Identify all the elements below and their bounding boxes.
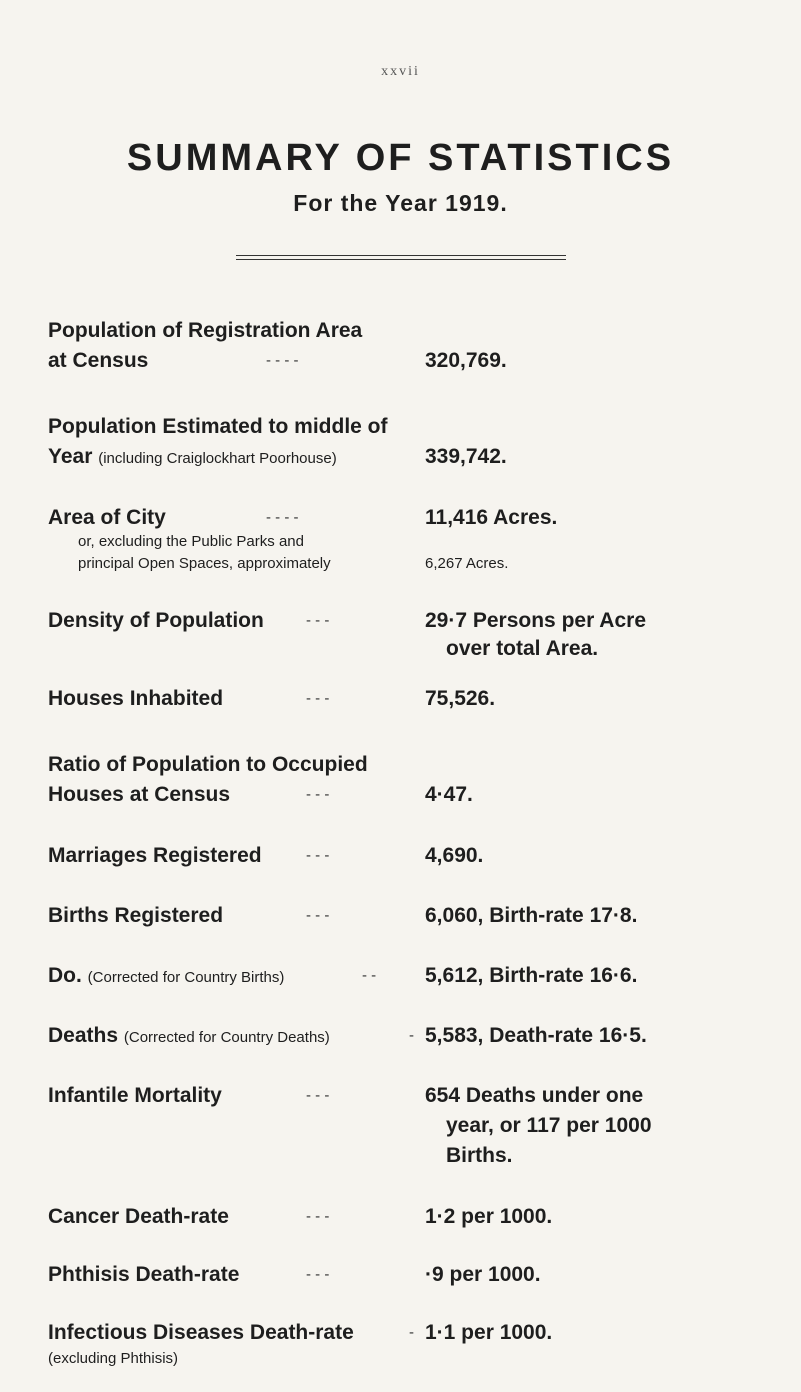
entry-value: 654 Deaths under one <box>425 1084 644 1107</box>
entry-label: Population of Registration Area <box>48 319 363 342</box>
double-rule-bottom <box>236 259 566 260</box>
entry-value: 6,060, Birth-rate 17·8. <box>425 904 638 927</box>
entry-label-note: (Corrected for Country Deaths) <box>123 1029 330 1046</box>
leader-dashes: - - - <box>306 1266 330 1283</box>
entry-note: principal Open Spaces, approximately <box>78 555 331 572</box>
entry-label <box>48 963 284 991</box>
double-rule-top <box>236 255 566 256</box>
entry-label-main: Deaths <box>48 1024 119 1047</box>
entry-label: Marriages Registered <box>48 844 262 867</box>
entry-label: Cancer Death-rate <box>48 1205 229 1228</box>
page-title: SUMMARY OF STATISTICS <box>126 137 675 179</box>
entry-value: 339,742. <box>425 445 507 468</box>
entry-value-continued: over total Area. <box>446 637 599 660</box>
entry-note-value: 6,267 Acres. <box>425 555 509 572</box>
leader-dashes: - - - <box>306 1087 330 1104</box>
leader-dashes: - - - <box>306 690 330 707</box>
leader-dashes: - <box>409 1324 414 1341</box>
leader-dashes: - - - <box>306 612 330 629</box>
entry-value: 11,416 Acres. <box>425 506 558 529</box>
entry-label-main: Do. <box>48 964 82 987</box>
entry-label-note: (Corrected for Country Births) <box>87 969 285 986</box>
entry-label: Phthisis Death-rate <box>48 1263 240 1286</box>
page-number: xxvii <box>381 64 420 79</box>
entry-value: 1·2 per 1000. <box>425 1205 553 1228</box>
entry-label: Ratio of Population to Occupied <box>48 753 368 776</box>
entry-label: at Census <box>48 349 149 372</box>
leader-dashes: - <box>409 1027 414 1044</box>
entry-label-main: Year <box>48 445 93 468</box>
entry-label: Population Estimated to middle of <box>48 415 388 438</box>
entry-value: 5,612, Birth-rate 16·6. <box>425 964 638 987</box>
entry-label: Infectious Diseases Death-rate <box>48 1321 354 1344</box>
leader-dashes: - - <box>362 967 377 984</box>
entry-label: Houses at Census <box>48 783 231 806</box>
entry-value: 320,769. <box>425 349 507 372</box>
leader-dashes: - - - <box>306 847 330 864</box>
entry-label: Density of Population <box>48 609 264 632</box>
entry-label: Infantile Mortality <box>48 1084 222 1107</box>
entry-note: or, excluding the Public Parks and <box>78 533 304 550</box>
entry-label: Houses Inhabited <box>48 687 224 710</box>
entry-label-note: (including Craiglockhart Poorhouse) <box>98 450 337 467</box>
entry-value: ·9 per 1000. <box>425 1263 541 1286</box>
leader-dashes: - - - <box>306 786 330 803</box>
entry-value-continued: Births. <box>446 1144 513 1167</box>
entry-value: 29·7 Persons per Acre <box>425 609 647 632</box>
leader-dashes: - - - <box>306 907 330 924</box>
leader-dashes: - - - - <box>266 352 299 369</box>
entry-label: Area of City <box>48 506 166 529</box>
entry-value: 4·47. <box>425 783 473 806</box>
page-subtitle: For the Year 1919. <box>293 190 508 216</box>
entry-value: 5,583, Death-rate 16·5. <box>425 1024 647 1047</box>
leader-dashes: - - - - <box>266 509 299 526</box>
entry-value: 1·1 per 1000. <box>425 1321 553 1344</box>
leader-dashes: - - - <box>306 1208 330 1225</box>
entry-value-continued: year, or 117 per 1000 <box>446 1114 652 1137</box>
entry-label <box>48 444 337 472</box>
entry-note: (excluding Phthisis) <box>48 1350 179 1367</box>
entry-value: 4,690. <box>425 844 484 867</box>
entry-label <box>48 1023 330 1051</box>
entry-label: Births Registered <box>48 904 224 927</box>
entry-value: 75,526. <box>425 687 496 710</box>
